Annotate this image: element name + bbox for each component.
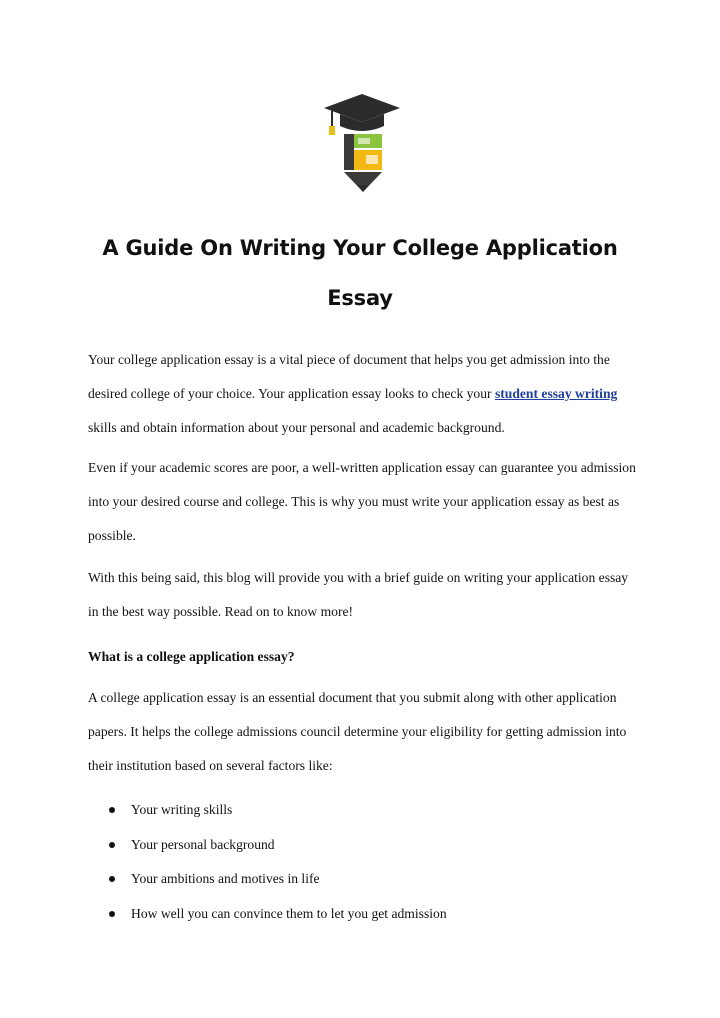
list-item-text: Your ambitions and motives in life: [131, 871, 320, 886]
graduation-cap-pencil-icon: [318, 88, 404, 194]
bullet-icon: [109, 807, 115, 813]
list-item: [88, 828, 640, 863]
bullet-icon: [109, 876, 115, 882]
document-title-line1: A Guide On Writing Your College Application: [102, 236, 618, 260]
list-item: [88, 862, 640, 897]
list-item-text: Your personal background: [131, 836, 275, 852]
bullet-icon: [109, 911, 115, 917]
bullet-icon: [109, 842, 115, 848]
list-item: [88, 793, 640, 828]
list-item-text: Your writing skills: [131, 802, 233, 817]
intro-text-after-link: skills and obtain information about your personal and academic background.: [88, 420, 505, 435]
student-essay-writing-link[interactable]: student essay writing: [494, 386, 618, 401]
list-item-text: How well you can convince them to let you get admission: [131, 905, 447, 921]
factors-list: [88, 793, 640, 931]
list-item: [88, 897, 640, 932]
intro-paragraph: [88, 343, 640, 445]
section-heading: What is a college application essay?: [88, 649, 295, 664]
intro-text-before-link: Your college application essay is a vital piece of document that helps you get admission into the desired college of your choice. Your application essay looks to check your: [88, 352, 610, 401]
blog-purpose-paragraph: With this being said, this blog will provide you with a brief guide on writing your application essay in the best way possible. Read on to know more!: [88, 570, 629, 619]
definition-paragraph: A college application essay is an essential document that you submit along with other application papers. It helps the college admissions council determine your eligibility for getting admission into their institution based on several factors like:: [88, 690, 627, 773]
document-title-line2: Essay: [327, 286, 393, 310]
scores-paragraph: Even if your academic scores are poor, a well-written application essay can guarantee you admission into your desired course and college. This is why you must write your application essay as best as possible.: [88, 460, 636, 543]
